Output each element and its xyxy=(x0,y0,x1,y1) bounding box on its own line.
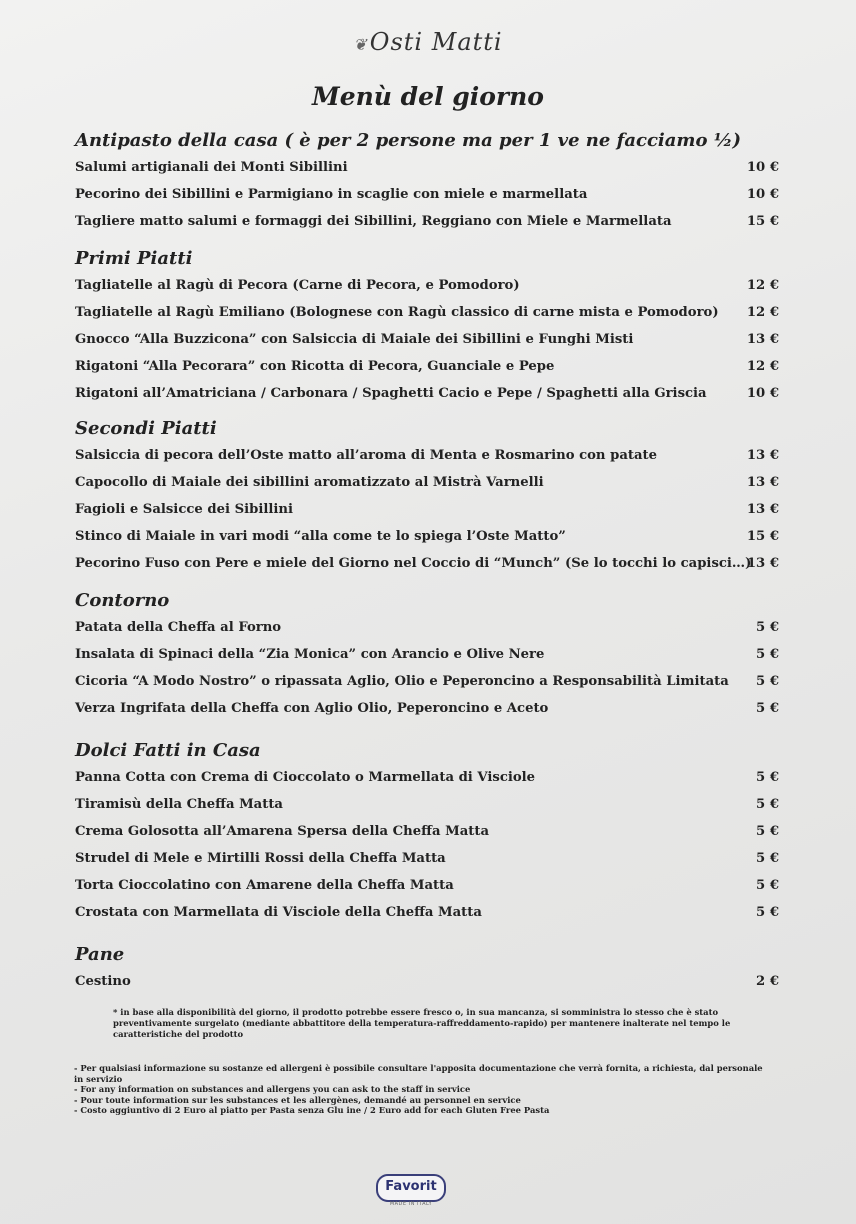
menu-item-price: 12 € xyxy=(746,305,779,320)
menu-item-price: 5 € xyxy=(756,905,779,920)
menu-item xyxy=(75,181,779,208)
restaurant-logo xyxy=(0,28,856,56)
footer-line: - For any information on substances and allergens you can ask to the staff in service xyxy=(74,1084,471,1094)
menu-item-name: Gnocco “Alla Buzzicona” con Salsiccia di Maiale dei Sibillini e Funghi Misti xyxy=(75,332,634,347)
section-title: Secondi Piatti xyxy=(75,418,217,439)
menu-item xyxy=(75,496,779,523)
menu-item xyxy=(75,695,779,722)
allergen-footer xyxy=(74,1063,774,1116)
menu-item-price: 5 € xyxy=(756,851,779,866)
menu-item xyxy=(75,818,779,845)
menu-item-price: 10 € xyxy=(746,160,779,175)
menu-item xyxy=(75,353,779,380)
menu-title: Menù del giorno xyxy=(312,82,544,111)
logo-text: Osti Matti xyxy=(369,28,503,56)
menu-item-price: 13 € xyxy=(746,502,779,517)
menu-item-name: Cestino xyxy=(75,974,131,989)
menu-item-price: 15 € xyxy=(746,214,779,229)
menu-item-price: 12 € xyxy=(746,359,779,374)
menu-item-name: Panna Cotta con Crema di Cioccolato o Marmellata di Visciole xyxy=(75,770,536,785)
menu-item xyxy=(75,614,779,641)
menu-item-name: Patata della Cheffa al Forno xyxy=(75,620,282,635)
menu-item-price: 13 € xyxy=(746,332,779,347)
frozen-product-note: * in base alla disponibilità del giorno, il prodotto potrebbe essere fresco o, in sua mancanza, si somministra lo stesso che è stato preventivamente surgelato (mediante abbattitore della temperatura-raffreddamento-rapido) per mantenere inalterate nel tempo le caratteristiche del prodotto xyxy=(113,1007,731,1039)
menu-item-price: 5 € xyxy=(756,878,779,893)
menu-item-name: Torta Cioccolatino con Amarene della Cheffa Matta xyxy=(75,878,454,893)
menu-item xyxy=(75,326,779,353)
menu-item-price: 12 € xyxy=(746,278,779,293)
menu-item xyxy=(75,899,779,926)
menu-item xyxy=(75,764,779,791)
menu-item xyxy=(75,872,779,899)
menu-item-name: Verza Ingrifata della Cheffa con Aglio Olio, Peperoncino e Aceto xyxy=(75,701,549,716)
menu-item-name: Rigatoni all’Amatriciana / Carbonara / Spaghetti Cacio e Pepe / Spaghetti alla Griscia xyxy=(75,386,707,401)
menu-item-price: 15 € xyxy=(746,529,779,544)
menu-item xyxy=(75,845,779,872)
menu-item xyxy=(75,380,779,407)
menu-item-price: 10 € xyxy=(746,187,779,202)
menu-item-name: Salsiccia di pecora dell’Oste matto all’aroma di Menta e Rosmarino con patate xyxy=(75,448,657,463)
menu-section-4 xyxy=(75,738,779,926)
menu-section-0 xyxy=(75,128,779,235)
menu-item-name: Crostata con Marmellata di Visciole della Cheffa Matta xyxy=(75,905,482,920)
menu-item-name: Fagioli e Salsicce dei Sibillini xyxy=(75,502,293,517)
footer-line: - Costo aggiuntivo di 2 Euro al piatto per Pasta senza Glu ine / 2 Euro add for each Gluten Free Pasta xyxy=(74,1105,550,1115)
section-title: Contorno xyxy=(75,590,170,611)
menu-item-name: Rigatoni “Alla Pecorara” con Ricotta di Pecora, Guanciale e Pepe xyxy=(75,359,555,374)
menu-item-name: Strudel di Mele e Mirtilli Rossi della Cheffa Matta xyxy=(75,851,446,866)
menu-item-price: 10 € xyxy=(746,386,779,401)
menu-item xyxy=(75,208,779,235)
menu-item-price: 2 € xyxy=(756,974,779,989)
leaf-icon: ❦ xyxy=(353,35,368,54)
menu-item xyxy=(75,442,779,469)
menu-item-price: 5 € xyxy=(756,797,779,812)
menu-section-2 xyxy=(75,416,779,577)
menu-section-1 xyxy=(75,246,779,407)
menu-item-price: 5 € xyxy=(756,647,779,662)
menu-item-name: Stinco di Maiale in vari modi “alla come te lo spiega l’Oste Matto” xyxy=(75,529,566,544)
menu-item-name: Insalata di Spinaci della “Zia Monica” con Arancio e Olive Nere xyxy=(75,647,545,662)
menu-section-5 xyxy=(75,942,779,995)
menu-item-name: Tagliatelle al Ragù Emiliano (Bolognese con Ragù classico di carne mista e Pomodoro) xyxy=(75,305,719,320)
menu-item-name: Capocollo di Maiale dei sibillini aromatizzato al Mistrà Varnelli xyxy=(75,475,544,490)
footer-line: - Pour toute information sur les substances et les allergènes, demandé au personnel en service xyxy=(74,1094,521,1105)
menu-item xyxy=(75,791,779,818)
menu-item xyxy=(75,668,779,695)
menu-item xyxy=(75,272,779,299)
menu-item-price: 5 € xyxy=(756,674,779,689)
menu-item-price: 13 € xyxy=(746,556,779,571)
section-title: Antipasto della casa ( è per 2 persone ma per 1 ve ne facciamo ½) xyxy=(75,130,742,151)
menu-item-name: Tagliatelle al Ragù di Pecora (Carne di Pecora, e Pomodoro) xyxy=(75,278,520,293)
menu-item xyxy=(75,968,779,995)
section-title: Dolci Fatti in Casa xyxy=(75,740,261,761)
menu-item-price: 5 € xyxy=(756,701,779,716)
menu-item-name: Crema Golosotta all’Amarena Spersa della Cheffa Matta xyxy=(75,824,489,839)
menu-item xyxy=(75,299,779,326)
menu-item-name: Pecorino dei Sibillini e Parmigiano in scaglie con miele e marmellata xyxy=(75,187,588,202)
menu-item-name: Cicoria “A Modo Nostro” o ripassata Aglio, Olio e Peperoncino a Responsabilità Limitata xyxy=(75,674,729,689)
menu-item-name: Salumi artigianali dei Monti Sibillini xyxy=(75,160,348,175)
menu-item xyxy=(75,641,779,668)
footer-line: - Per qualsiasi informazione su sostanze ed allergeni è possibile consultare l'apposita documentazione che verrà fornita, a richiesta, dal personale in servizio xyxy=(74,1063,763,1084)
menu-item xyxy=(75,469,779,496)
menu-item-price: 5 € xyxy=(756,824,779,839)
menu-item-name: Tagliere matto salumi e formaggi dei Sibillini, Reggiano con Miele e Marmellata xyxy=(75,214,672,229)
menu-section-3 xyxy=(75,588,779,722)
brand-logo: Favorit xyxy=(376,1174,446,1202)
menu-item-price: 13 € xyxy=(746,475,779,490)
menu-item xyxy=(75,523,779,550)
brand-subtitle: MADE IN ITALY xyxy=(389,1201,433,1207)
section-title: Pane xyxy=(75,944,125,965)
section-title: Primi Piatti xyxy=(75,248,193,269)
menu-item-price: 5 € xyxy=(756,620,779,635)
menu-item-name: Pecorino Fuso con Pere e miele del Giorno nel Coccio di “Munch” (Se lo tocchi lo capisci…) xyxy=(75,556,752,571)
menu-item-price: 13 € xyxy=(746,448,779,463)
menu-item-name: Tiramisù della Cheffa Matta xyxy=(75,797,283,812)
menu-item xyxy=(75,550,779,577)
menu-item-price: 5 € xyxy=(756,770,779,785)
menu-item xyxy=(75,154,779,181)
